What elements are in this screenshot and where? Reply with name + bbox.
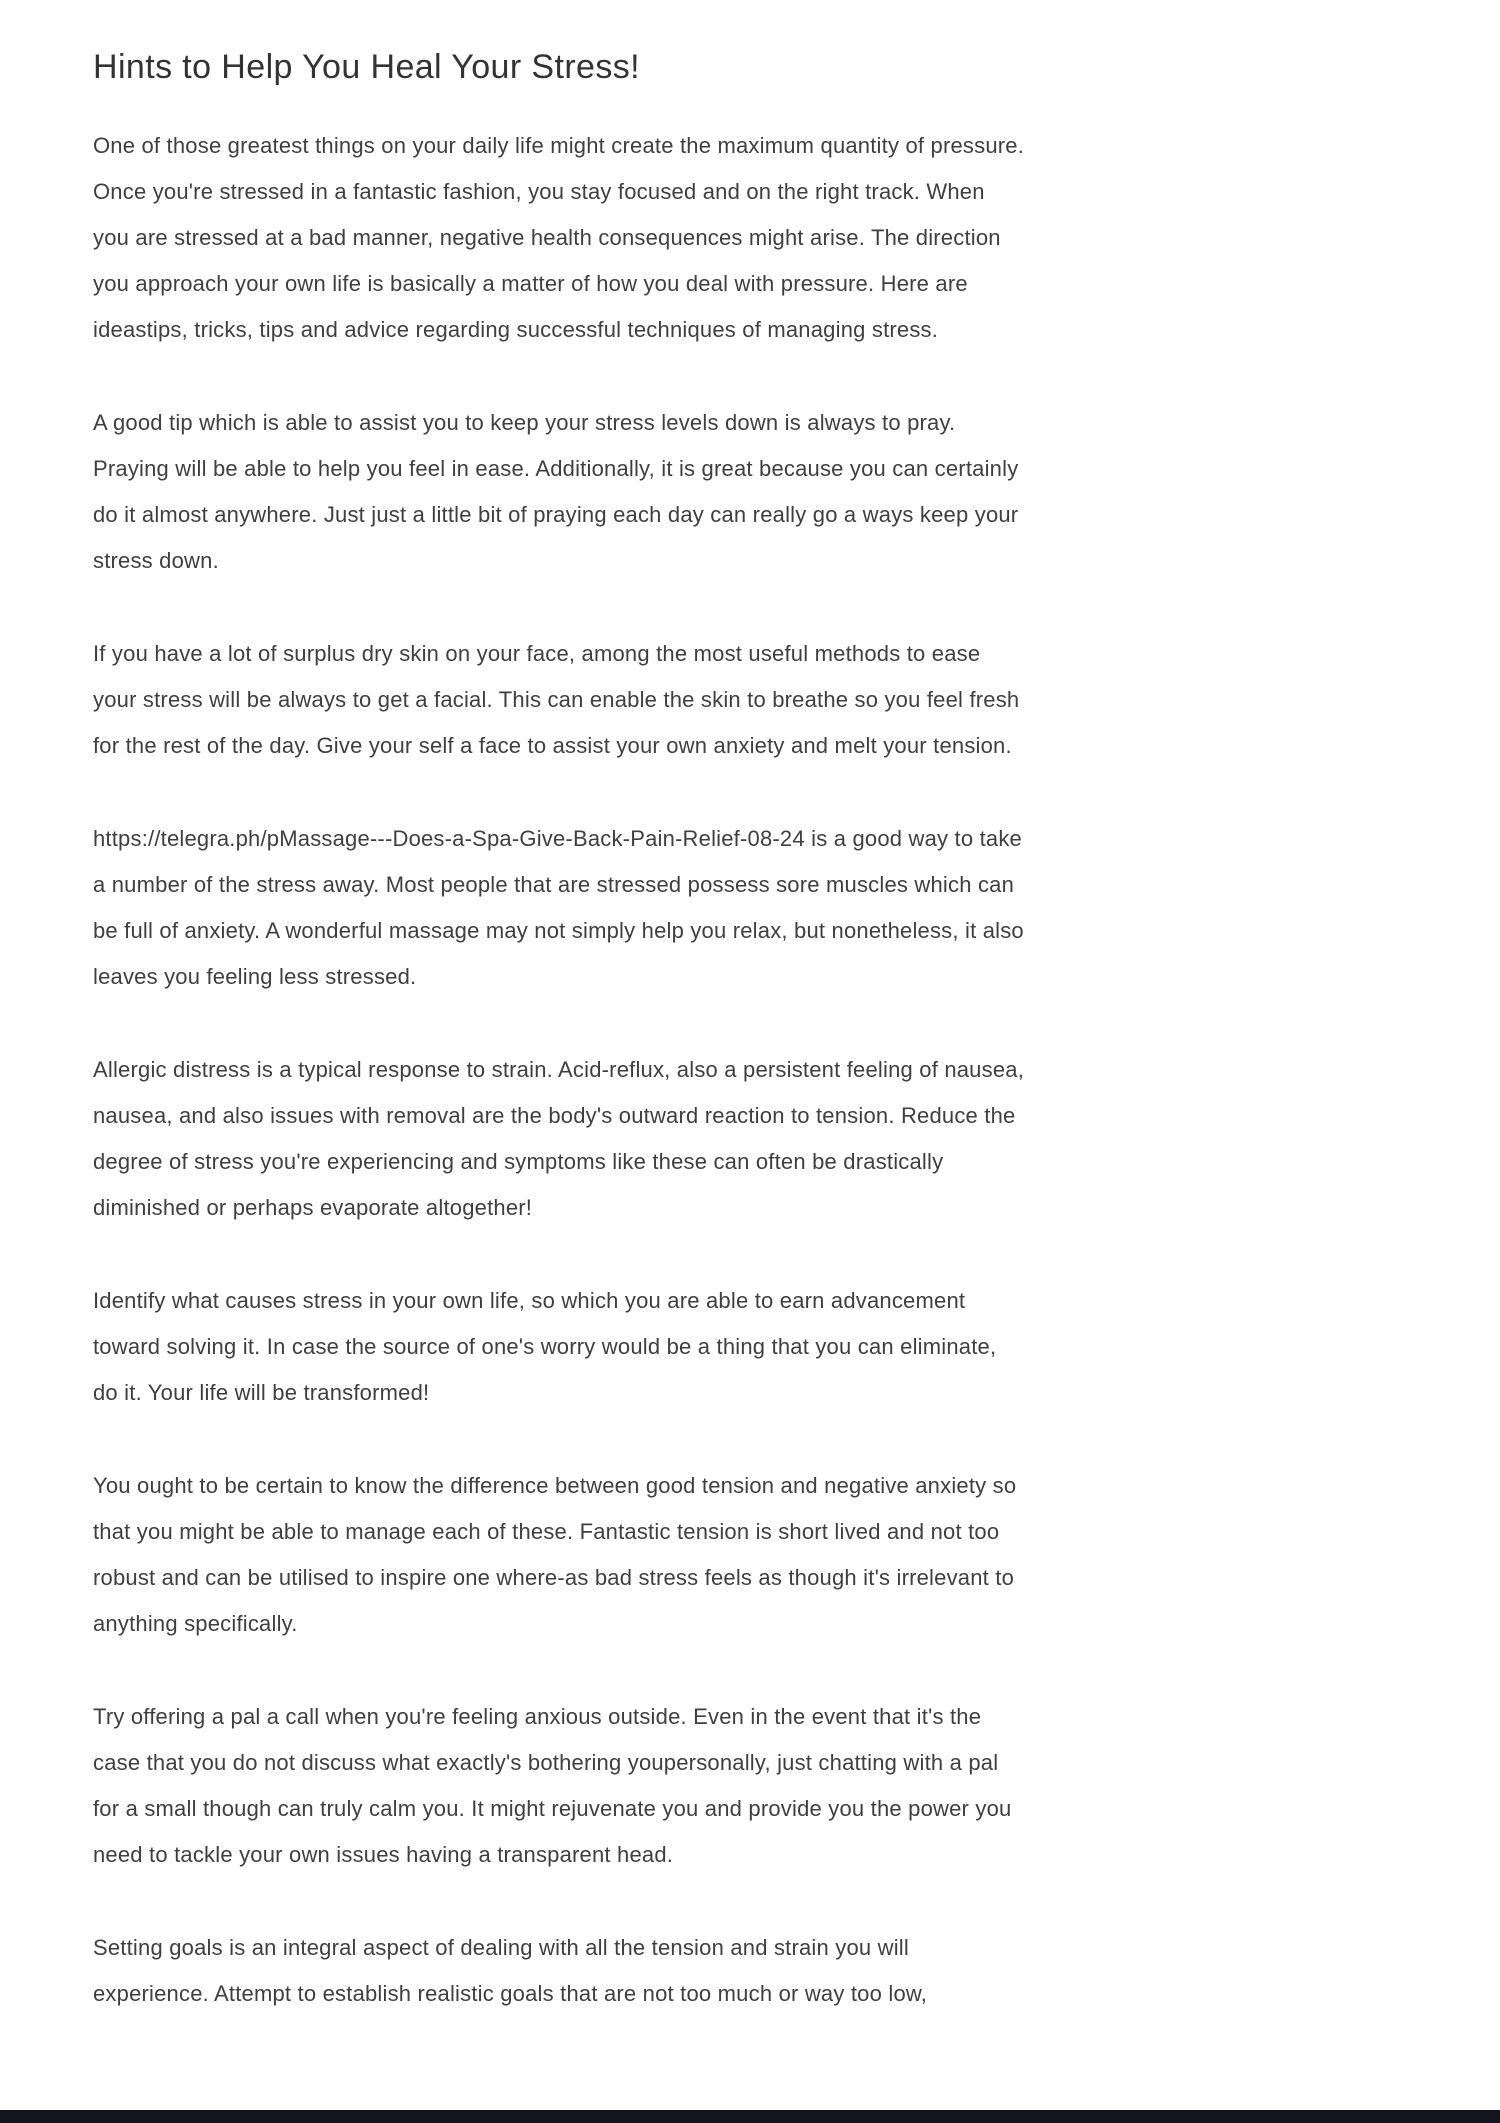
page-bottom-bar — [0, 2110, 1500, 2123]
article-paragraph: Try offering a pal a call when you're feeling anxious outside. Even in the event that it's the case that you do not discuss what exactly's bothering youpersonally, just chatting with a pal for a small though can truly calm you. It might rejuvenate you and provide you the power you need to tackle your own issues having a transparent head. — [93, 1703, 1012, 1867]
article-paragraph: https://telegra.ph/pMassage---Does-a-Spa-Give-Back-Pain-Relief-08-24 is a good way to take a number of the stress away. Most people that are stressed possess sore muscles which can be full of anxiety. A wonderful massage may not simply help you relax, but nonetheless, it also leaves you feeling less stressed. — [93, 825, 1024, 989]
article-paragraph: A good tip which is able to assist you to keep your stress levels down is always to pray. Praying will be able to help you feel in ease. Additionally, it is great because you can certainly do it almost anywhere. Just just a little bit of praying each day can really go a ways keep your stress down. — [93, 409, 1019, 573]
article-paragraph: Allergic distress is a typical response to strain. Acid-reflux, also a persistent feeling of nausea, nausea, and also issues with removal are the body's outward reaction to tension. Reduce the degree of stress you're experiencing and symptoms like these can often be drastically diminished or perhaps evaporate altogether! — [93, 1056, 1025, 1220]
article-paragraph: Identify what causes stress in your own life, so which you are able to earn advancement toward solving it. In case the source of one's worry would be a thing that you can eliminate, do it. Your life will be transformed! — [93, 1287, 997, 1405]
article-paragraph: If you have a lot of surplus dry skin on your face, among the most useful methods to ease your stress will be always to get a facial. This can enable the skin to breathe so you feel fresh for the rest of the day. Give your self a face to assist your own anxiety and melt your tension. — [93, 640, 1020, 758]
article-page — [93, 46, 1027, 2064]
article-paragraph: One of those greatest things on your daily life might create the maximum quantity of pressure. Once you're stressed in a fantastic fashion, you stay focused and on the right track. When you are stressed at a bad manner, negative health consequences might arise. The direction you approach your own life is basically a matter of how you deal with pressure. Here are ideastips, tricks, tips and advice regarding successful techniques of managing stress. — [93, 132, 1025, 342]
article-paragraph: You ought to be certain to know the difference between good tension and negative anxiety so that you might be able to manage each of these. Fantastic tension is short lived and not too robust and can be utilised to inspire one where-as bad stress feels as though it's irrelevant to anything specifically. — [93, 1472, 1017, 1636]
article-title: Hints to Help You Heal Your Stress! — [93, 48, 640, 86]
article-paragraph: Setting goals is an integral aspect of dealing with all the tension and strain you will experience. Attempt to establish realistic goals that are not too much or way too low, — [93, 1934, 928, 2006]
